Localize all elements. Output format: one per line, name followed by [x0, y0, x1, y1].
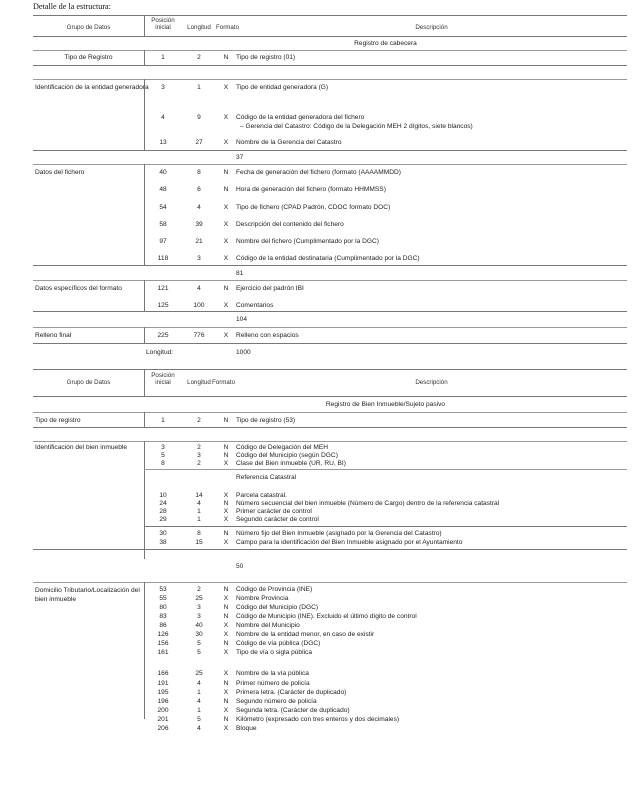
col-header-length: Longitud	[187, 379, 211, 386]
group-name: Relleno final	[35, 332, 72, 339]
group-name: Tipo de registro	[35, 417, 81, 424]
group-name: Datos específicos del formato	[35, 285, 122, 292]
subtotal: 50	[236, 563, 244, 570]
total-length-value: 1000	[236, 349, 251, 356]
subtotal: 104	[236, 316, 248, 323]
col-header-format: Formato	[212, 379, 236, 386]
group-name: Domicilio Tributario/Localización del	[35, 587, 140, 594]
col-header-group: Grupo de Datos	[66, 24, 111, 31]
document-title: Detalle de la estructura:	[33, 2, 111, 11]
col-header-description: Descripción	[415, 24, 448, 31]
col-header-length: Longitud	[187, 24, 211, 31]
group-name: Identificación de la entidad generadora	[35, 84, 149, 91]
section-title: Registro de Bien Inmueble/Sujeto pasivo	[325, 401, 446, 408]
col-header-position: Posición inicial	[151, 17, 175, 31]
table-top-rule	[33, 369, 627, 370]
col-header-description: Descripción	[415, 379, 448, 386]
table-top-rule	[33, 15, 627, 16]
col-header-format: Formato	[216, 24, 240, 31]
total-length-label: Longitud:	[146, 349, 174, 356]
group-name: Identificación del bien inmueble	[35, 444, 128, 451]
subheading: Referencia Catastral	[236, 474, 297, 481]
group-name: Tipo de Registro	[64, 54, 113, 61]
subtotal: 37	[236, 154, 244, 161]
section-title: Registro de cabecera	[354, 40, 417, 47]
group-name: Datos del fichero	[35, 169, 85, 176]
subtotal: 81	[236, 270, 244, 277]
group-name-cont: bien inmueble	[35, 596, 77, 603]
col-header-position: Posición inicial	[151, 372, 175, 386]
col-header-group: Grupo de Datos	[66, 379, 111, 386]
